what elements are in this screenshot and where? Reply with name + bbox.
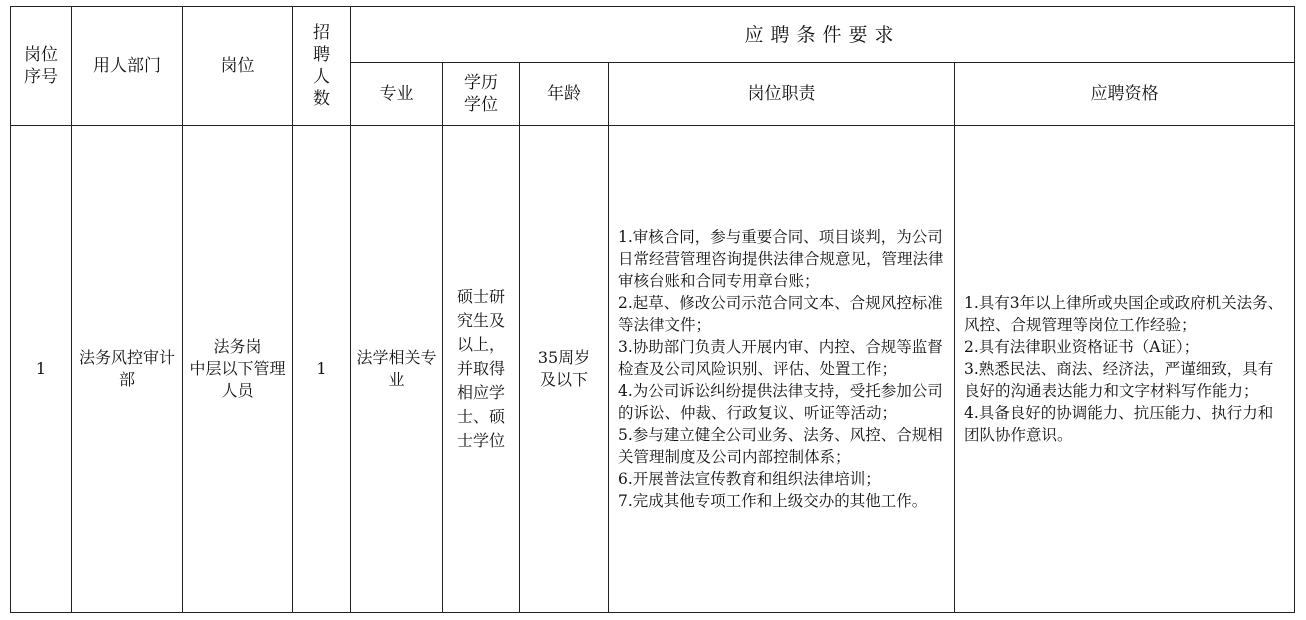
header-degree: 学历学位 xyxy=(443,63,520,126)
header-major: 专业 xyxy=(351,63,443,126)
header-position: 岗位 xyxy=(183,7,293,126)
header-duties: 岗位职责 xyxy=(609,63,955,126)
header-department: 用人部门 xyxy=(72,7,183,126)
header-count: 招聘人数 xyxy=(293,7,351,126)
qualification-item: 2.具有法律职业资格证书（A证）； xyxy=(964,338,1200,356)
cell-age: 35周岁及以下 xyxy=(520,126,609,613)
header-requirements: 应聘条件要求 xyxy=(351,7,1295,63)
header-seq: 岗位序号 xyxy=(11,7,72,126)
qualification-item: 3.熟悉民法、商法、经济法，严谨细致，具有良好的沟通表达能力和文字材料写作能力； xyxy=(964,360,1274,400)
cell-qualifications xyxy=(955,126,1295,613)
duty-item: 7.完成其他专项工作和上级交办的其他工作。 xyxy=(618,492,928,510)
cell-count: 1 xyxy=(293,126,351,613)
table-row xyxy=(11,126,1295,613)
cell-major: 法学相关专业 xyxy=(351,126,443,613)
cell-department: 法务风控审计部 xyxy=(72,126,183,613)
recruitment-table-page xyxy=(10,6,1294,613)
qualification-item: 1.具有3年以上律所或央国企或政府机关法务、风控、合规管理等岗位工作经验； xyxy=(964,294,1284,334)
cell-seq: 1 xyxy=(11,126,72,613)
header-qualifications: 应聘资格 xyxy=(955,63,1295,126)
position-title: 法务岗 xyxy=(213,337,262,356)
recruitment-table xyxy=(10,6,1295,613)
cell-duties xyxy=(609,126,955,613)
duty-item: 4.为公司诉讼纠纷提供法律支持，受托参加公司的诉讼、仲裁、行政复议、听证等活动； xyxy=(618,382,943,422)
position-level: 中层以下管理人员 xyxy=(189,359,286,400)
cell-degree: 硕士研究生及以上，并取得相应学士、硕士学位 xyxy=(443,126,520,613)
duty-item: 1.审核合同，参与重要合同、项目谈判，为公司日常经营管理咨询提供法律合规意见，管理法律审核台账和合同专用章台账； xyxy=(618,228,944,290)
duty-item: 2.起草、修改公司示范合同文本、合规风控标准等法律文件； xyxy=(618,294,943,334)
qualification-item: 4.具备良好的协调能力、抗压能力、执行力和团队协作意识。 xyxy=(964,404,1274,444)
header-age: 年龄 xyxy=(520,63,609,126)
cell-position xyxy=(183,126,293,613)
duty-item: 3.协助部门负责人开展内审、内控、合规等监督检查及公司风险识别、评估、处置工作； xyxy=(618,338,943,378)
duty-item: 6.开展普法宣传教育和组织法律培训； xyxy=(618,470,881,488)
duty-item: 5.参与建立健全公司业务、法务、风控、合规相关管理制度及公司内部控制体系； xyxy=(618,426,943,466)
